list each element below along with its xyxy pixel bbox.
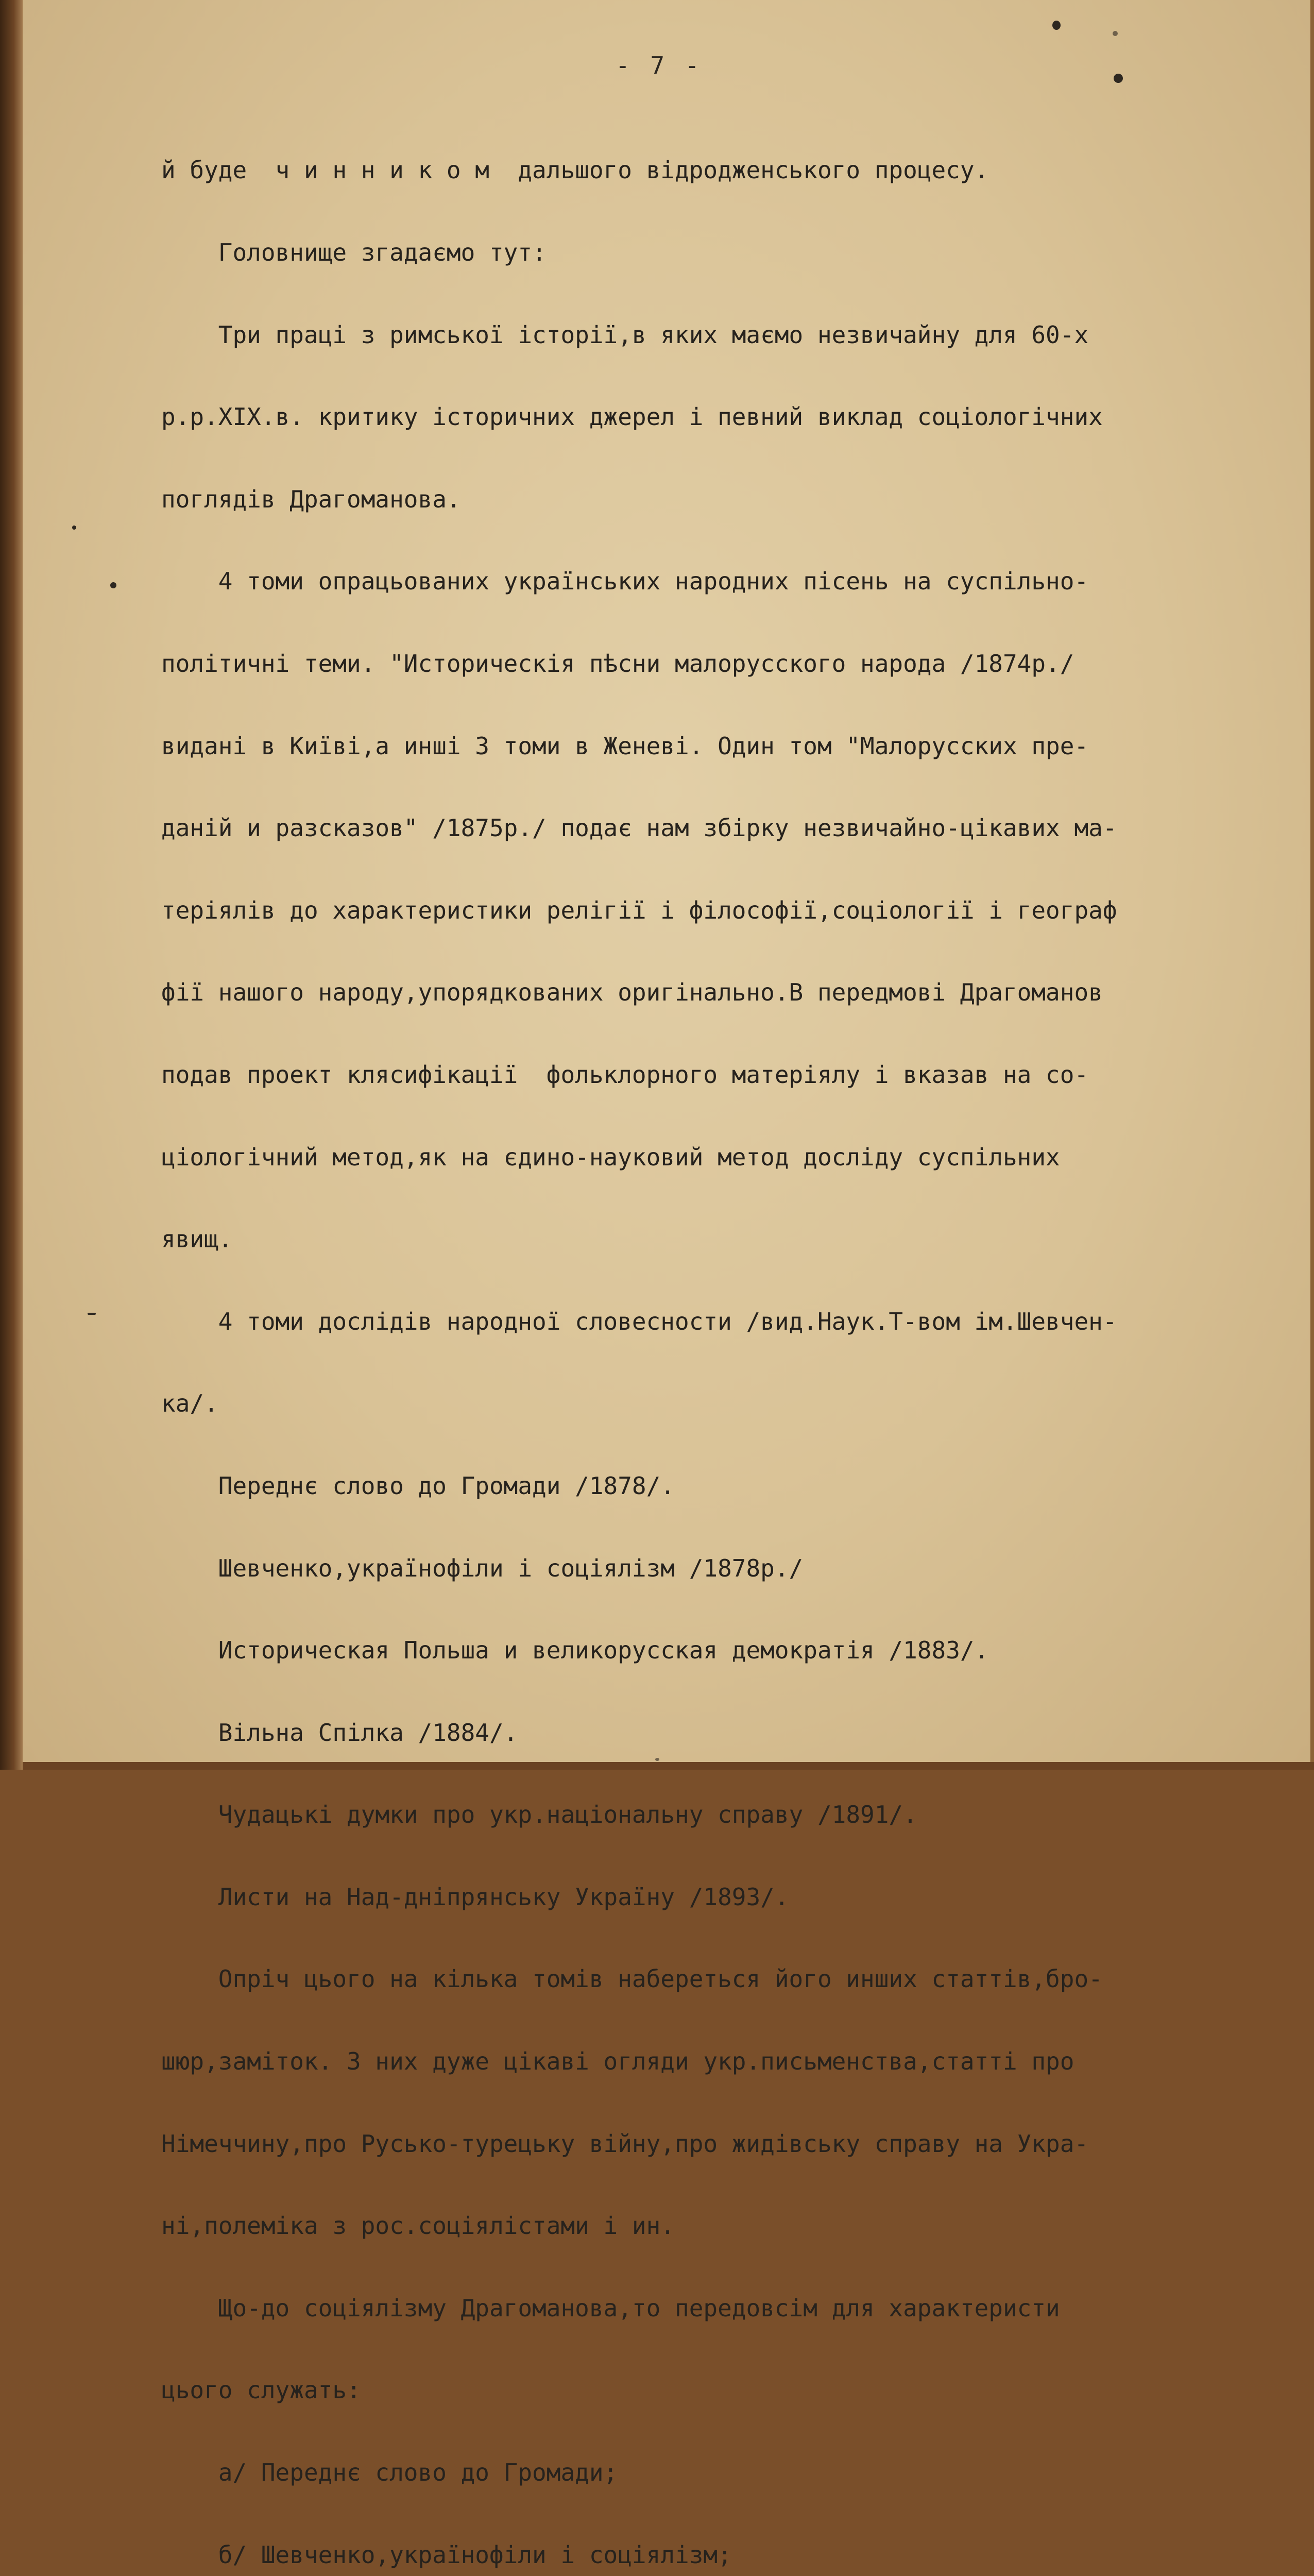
text-line: р.р.XIX.в. критику історичних джерел і певний виклад соціологічних bbox=[161, 403, 1103, 431]
text-line: Що-до соціялізму Драгоманова,то передовсім для характеристи bbox=[161, 2294, 1060, 2322]
text-line: поглядів Драгоманова. bbox=[161, 485, 461, 513]
page-right-edge bbox=[1310, 0, 1314, 1770]
text-line: Три праці з римської історії,в яких маємо незвичайну для 60-х bbox=[161, 320, 1089, 349]
ink-speck bbox=[72, 526, 76, 530]
text-line: цього служать: bbox=[161, 2376, 361, 2404]
ink-speck bbox=[655, 1758, 659, 1761]
typed-document-body bbox=[161, 102, 1227, 2576]
text-line: Німеччину,про Русько-турецьку війну,про жидівську справу на Укра- bbox=[161, 2129, 1089, 2158]
text-line: політичні теми. "Историческія пѣсни малорусского народа /1874р./ bbox=[161, 649, 1074, 677]
text-line: явищ. bbox=[161, 1225, 233, 1253]
book-binding bbox=[0, 0, 23, 1770]
text-line: Историческая Польша и великорусская демократія /1883/. bbox=[161, 1636, 989, 1665]
page-number: - 7 - bbox=[616, 52, 703, 79]
ink-speck bbox=[1113, 31, 1118, 36]
text-line: Листи на Над-дніпрянську Україну /1893/. bbox=[161, 1883, 789, 1911]
text-line: й буде ч и н н и к о м дальшого відродженського процесу. bbox=[161, 156, 989, 184]
text-line: даній и разсказов" /1875р./ подає нам збірку незвичайно-цікавих ма- bbox=[161, 814, 1117, 842]
text-line: а/ Переднє слово до Громади; bbox=[161, 2459, 618, 2487]
text-line: Опріч цього на кілька томів набереться його инших статтів,бро- bbox=[161, 1965, 1103, 1993]
text-line: Шевченко,українофіли і соціялізм /1878р./ bbox=[161, 1554, 804, 1582]
text-line: ціологічний метод,як на єдино-науковий метод досліду суспільних bbox=[161, 1143, 1060, 1171]
ink-speck bbox=[88, 1313, 96, 1315]
text-line: подав проект клясифікації фольклорного матеріялу і вказав на со- bbox=[161, 1060, 1089, 1089]
text-line: Чудацькі думки про укр.національну справу /1891/. bbox=[161, 1801, 917, 1829]
text-line: Головнище згадаємо тут: bbox=[161, 239, 547, 266]
text-line: Переднє слово до Громади /1878/. bbox=[161, 1471, 675, 1500]
text-line: б/ Шевченко,українофіли і соціялізм; bbox=[161, 2540, 732, 2569]
text-line: 4 томи дослідів народної словесности /вид.Наук.Т-вом ім.Шевчен- bbox=[161, 1307, 1117, 1335]
text-line: видані в Київі,а инші 3 томи в Женеві. Один том "Малорусских пре- bbox=[161, 732, 1089, 760]
text-line: Вільна Спілка /1884/. bbox=[161, 1718, 518, 1747]
ink-speck bbox=[110, 582, 116, 588]
text-line: ні,полеміка з рос.соціялістами і ин. bbox=[161, 2212, 675, 2240]
text-line: теріялів до характеристики релігії і філософії,соціології і географ bbox=[161, 896, 1117, 924]
text-line: 4 томи опрацьованих українських народних пісень на суспільно- bbox=[161, 567, 1089, 596]
ink-speck bbox=[1052, 21, 1061, 30]
text-line: ка/. bbox=[161, 1389, 218, 1418]
text-line: фії нашого народу,упорядкованих оригінально.В передмові Драгоманов bbox=[161, 978, 1103, 1007]
text-line: шюр,заміток. З них дуже цікаві огляди укр.письменства,статті про bbox=[161, 2047, 1074, 2076]
ink-speck bbox=[1114, 74, 1123, 83]
